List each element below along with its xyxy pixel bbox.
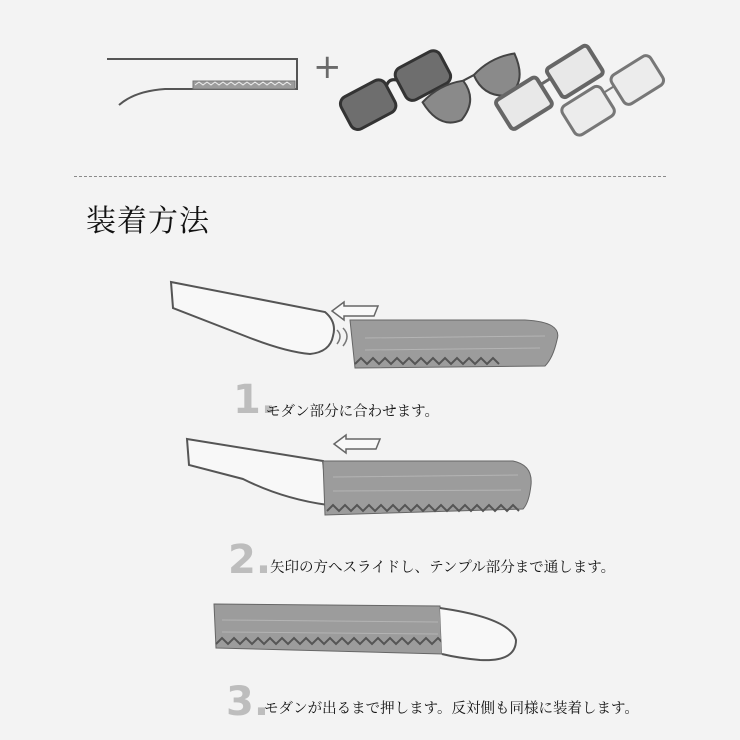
step1-number: 1. — [233, 377, 277, 423]
step3-illustration — [210, 600, 530, 670]
step3-text: モダンが出るまで押します。反対側も同様に装着します。 — [264, 701, 639, 717]
left-arrow-icon — [332, 435, 382, 453]
step3-number: 3. — [226, 679, 270, 725]
step1-text: モダン部分に合わせます。 — [266, 404, 439, 420]
plus-sign: + — [313, 47, 342, 87]
page-title: 装着方法 — [86, 204, 210, 239]
temple-tip-illustration — [105, 55, 305, 115]
section-divider — [74, 176, 666, 177]
eyeglasses-icon — [330, 30, 670, 140]
left-arrow-icon — [330, 302, 380, 320]
step2-text: 矢印の方へスライドし、テンプル部分まで通します。 — [270, 560, 616, 576]
step2-number: 2. — [228, 537, 272, 583]
step1-illustration — [165, 278, 585, 378]
